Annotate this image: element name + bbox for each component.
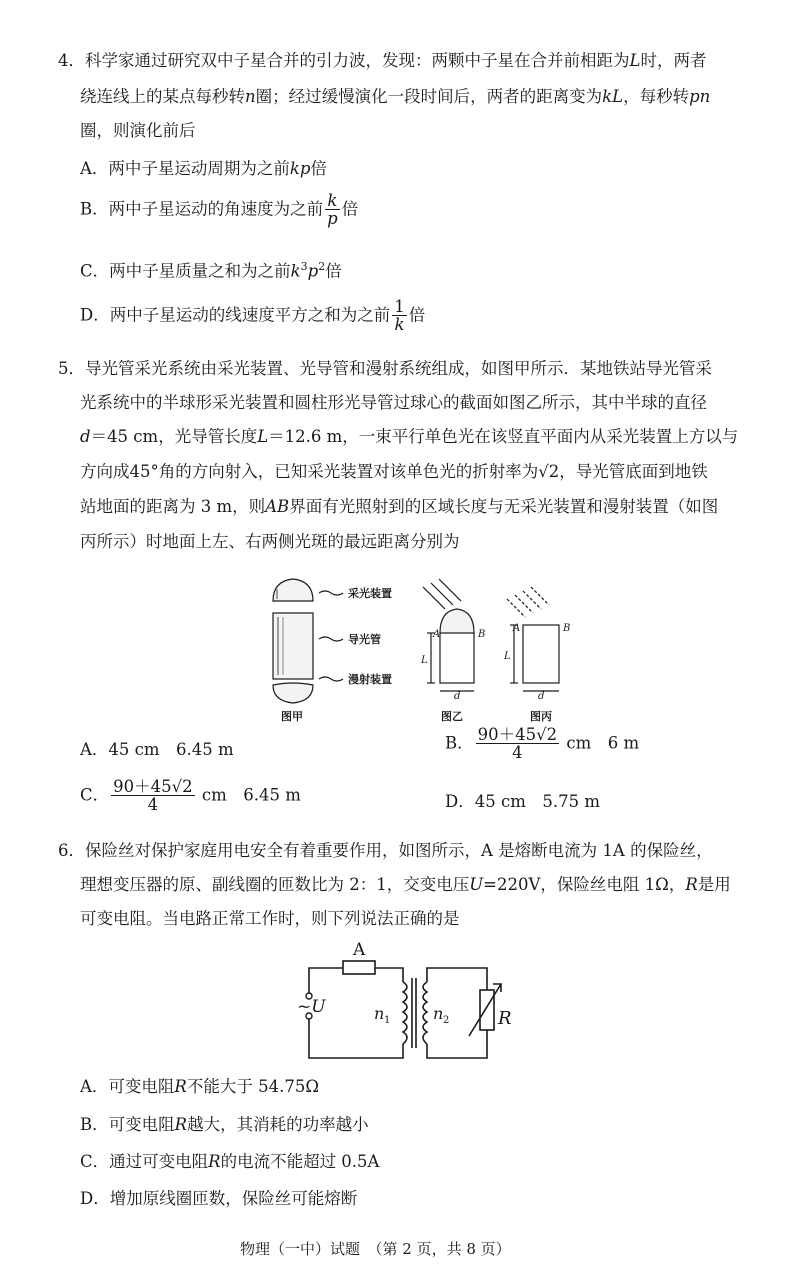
figure-yi xyxy=(423,579,474,691)
diffuser-shape xyxy=(273,683,313,703)
page-footer: 物理（一中）试题 （第 2 页，共 8 页） xyxy=(240,1240,511,1258)
resistor-shape xyxy=(480,990,494,1030)
q5-line-3: d＝45 cm，光导管长度L＝12.6 m，一束平行单色光在该竖直平面内从采光装置上方以与 xyxy=(80,427,739,446)
q6-line-1: 6．保险丝对保护家庭用电安全有着重要作用，如图所示，A 是熔断电流为 1A 的保险丝， xyxy=(58,841,713,860)
fuse-shape xyxy=(343,961,375,974)
wire-top-right xyxy=(375,968,403,982)
voltage-label: ~U xyxy=(297,997,326,1017)
caption-bing: 图丙 xyxy=(530,710,552,723)
q4-line-1: 4．科学家通过研究双中子星合并的引力波，发现：两颗中子星在合并前相距为L时，两者 xyxy=(58,51,707,70)
label-caiguang: 采光装置 xyxy=(348,587,392,600)
q5-line-5: 站地面的距离为 3 m，则AB界面有光照射到的区域长度与无采光装置和漫射装置（如图 xyxy=(80,497,719,516)
fraction: $\frac{90+45√2}{4}$ xyxy=(113,777,193,815)
label-A-yi: A xyxy=(433,629,441,640)
q6-option-d[interactable]: D．增加原线圈匝数，保险丝可能熔断 xyxy=(80,1189,358,1208)
q6-line-2: 理想变压器的原、副线圈的匝数比为 2：1，交变电压U=220V，保险丝电阻 1Ω，R是用 xyxy=(80,875,731,894)
q6-option-c[interactable]: C．通过可变电阻R的电流不能超过 0.5A xyxy=(80,1152,380,1171)
primary-coil xyxy=(403,982,407,1044)
fraction: $\frac{1}{k}$ xyxy=(394,297,405,335)
ray-2 xyxy=(431,583,453,605)
q5-number: 5． xyxy=(58,359,85,378)
q4-option-b[interactable]: B．两中子星运动的角速度为之前 $\frac{k}{p}$ 倍 xyxy=(80,191,359,229)
transformer-circuit xyxy=(295,940,525,1065)
caption-yi: 图乙 xyxy=(441,710,463,723)
ray-1 xyxy=(423,587,445,609)
label-manshe: 漫射装置 xyxy=(348,673,392,686)
q5-option-c[interactable]: C． $\frac{90+45√2}{4}$ cm 6.45 m xyxy=(80,777,301,815)
fuse-label: A xyxy=(353,940,366,960)
secondary-coil xyxy=(423,982,427,1044)
n1-label: n xyxy=(374,1004,385,1023)
ray-bing-1 xyxy=(507,599,525,617)
fraction: $\frac{90+45√2}{4}$ xyxy=(477,725,558,763)
n2-subscript: 2 xyxy=(443,1015,450,1026)
caption-jia: 图甲 xyxy=(281,710,303,723)
q4-option-d[interactable]: D．两中子星运动的线速度平方之和为之前 $\frac{1}{k}$ 倍 xyxy=(80,297,426,335)
q5-option-d[interactable]: D．45 cm 5.75 m xyxy=(445,792,600,811)
dome-shape xyxy=(273,579,313,601)
q5-line-4: 方向成45°角的方向射入，已知采光装置对该单色光的折射率为√2，导光管底面到地铁 xyxy=(80,462,708,481)
hemisphere-shape xyxy=(440,609,474,633)
light-pipe-figure xyxy=(255,575,595,725)
n2-label: n xyxy=(433,1004,444,1023)
label-d-bing: d xyxy=(538,691,545,702)
label-d-yi: d xyxy=(454,691,461,702)
label-L-bing: L xyxy=(504,651,511,662)
variable-arrow xyxy=(469,984,501,1036)
q6-option-b[interactable]: B．可变电阻R越大，其消耗的功率越小 xyxy=(80,1115,369,1134)
ray-3 xyxy=(439,579,461,601)
q4-line-2: 绕连线上的某点每秒转n圈；经过缓慢演化一段时间后，两者的距离变为kL，每秒转pn xyxy=(80,87,711,106)
q4-option-a[interactable]: A．两中子星运动周期为之前kp倍 xyxy=(80,159,327,178)
q5-option-a[interactable]: A．45 cm 6.45 m xyxy=(80,740,234,759)
q6-option-a[interactable]: A．可变电阻R不能大于 54.75Ω xyxy=(80,1077,320,1096)
q5-line-2: 光系统中的半球形采光装置和圆柱形光导管过球心的截面如图乙所示，其中半球的直径 xyxy=(80,393,707,412)
figure-jia xyxy=(273,579,343,703)
label-B-yi: B xyxy=(478,629,486,640)
wire-secondary-top xyxy=(427,968,487,990)
label-daoguang: 导光管 xyxy=(348,633,381,646)
label-A-bing: A xyxy=(513,623,521,634)
fraction: $\frac{k}{p}$ xyxy=(327,191,338,229)
q4-number: 4． xyxy=(58,51,85,70)
q6-line-3: 可变电阻。当电路正常工作时，则下列说法正确的是 xyxy=(80,909,460,928)
label-L-yi: L xyxy=(421,655,428,666)
pipe-rect xyxy=(440,633,474,683)
pipe-rect-bing xyxy=(523,625,559,683)
q4-line-3: 圈，则演化前后 xyxy=(80,121,196,140)
q5-option-b[interactable]: B． $\frac{90+45√2}{4}$ cm 6 m xyxy=(445,725,640,763)
q4-option-c[interactable]: C．两中子星质量之和为之前$k^3p^2$倍 xyxy=(80,260,342,281)
wire-top-left xyxy=(309,968,343,994)
tube-shape xyxy=(273,613,313,679)
resistor-label: R xyxy=(498,1008,512,1029)
figure-bing xyxy=(507,587,559,691)
q6-number: 6． xyxy=(58,841,85,860)
wire-secondary-bottom xyxy=(427,1030,487,1058)
q5-line-1: 5．导光管采光系统由采光装置、光导管和漫射系统组成，如图甲所示．某地铁站导光管采 xyxy=(58,359,712,378)
n1-subscript: 1 xyxy=(384,1015,391,1026)
label-B-bing: B xyxy=(563,623,571,634)
q5-line-6: 丙所示）时地面上左、右两侧光斑的最远距离分别为 xyxy=(80,532,460,551)
